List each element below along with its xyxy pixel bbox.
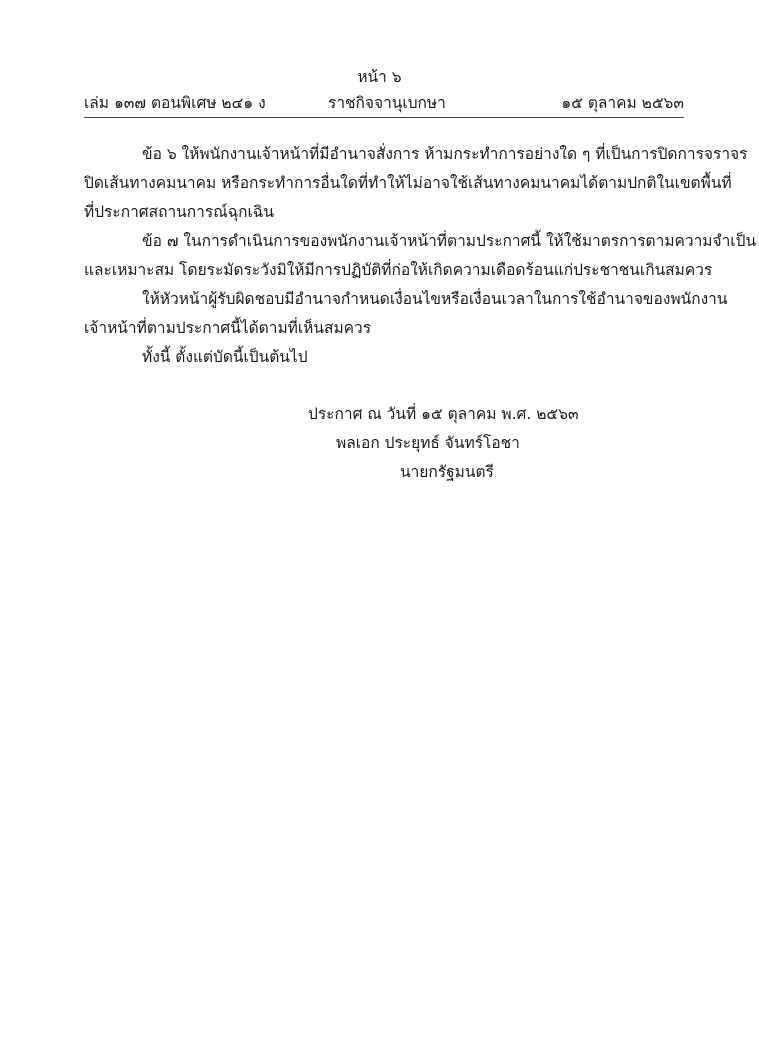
- gazette-header: [84, 92, 684, 114]
- publication-date: ๑๕ ตุลาคม ๒๕๖๓: [561, 94, 684, 112]
- signatory-name: พลเอก ประยุทธ์ จันทร์โอชา: [336, 434, 520, 452]
- page-number: หน้า ๖: [357, 68, 402, 86]
- body-line: ให้หัวหน้าผู้รับผิดชอบมีอำนาจกำหนดเงื่อนไขหรือเงื่อนเวลาในการใช้อำนาจของพนักงาน: [142, 290, 728, 308]
- body-line: ข้อ ๖ ให้พนักงานเจ้าหน้าที่มีอำนาจสั่งการ ห้ามกระทำการอย่างใด ๆ ที่เป็นการปิดการจราจร: [142, 145, 748, 163]
- volume-info: เล่ม ๑๓๗ ตอนพิเศษ ๒๔๑ ง: [84, 94, 266, 112]
- publication-name: ราชกิจจานุเบกษา: [328, 94, 446, 112]
- body-line: ปิดเส้นทางคมนาคม หรือกระทำการอื่นใดที่ทำให้ไม่อาจใช้เส้นทางคมนาคมได้ตามปกติในเขตพื้นที่: [84, 174, 732, 192]
- announcement-date: ประกาศ ณ วันที่ ๑๕ ตุลาคม พ.ศ. ๒๕๖๓: [308, 405, 579, 423]
- body-line: และเหมาะสม โดยระมัดระวังมิให้มีการปฏิบัติที่ก่อให้เกิดความเดือดร้อนแก่ประชาชนเกินสมควร: [84, 261, 713, 279]
- body-line: ข้อ ๗ ในการดำเนินการของพนักงานเจ้าหน้าที่ตามประกาศนี้ ให้ใช้มาตรการตามความจำเป็น: [142, 232, 757, 250]
- body-line: ทั้งนี้ ตั้งแต่บัดนี้เป็นต้นไป: [142, 348, 308, 366]
- body-line: เจ้าหน้าที่ตามประกาศนี้ได้ตามที่เห็นสมควร: [84, 319, 372, 337]
- signatory-position: นายกรัฐมนตรี: [400, 463, 494, 481]
- header-divider: [84, 117, 684, 118]
- body-line: ที่ประกาศสถานการณ์ฉุกเฉิน: [84, 203, 274, 221]
